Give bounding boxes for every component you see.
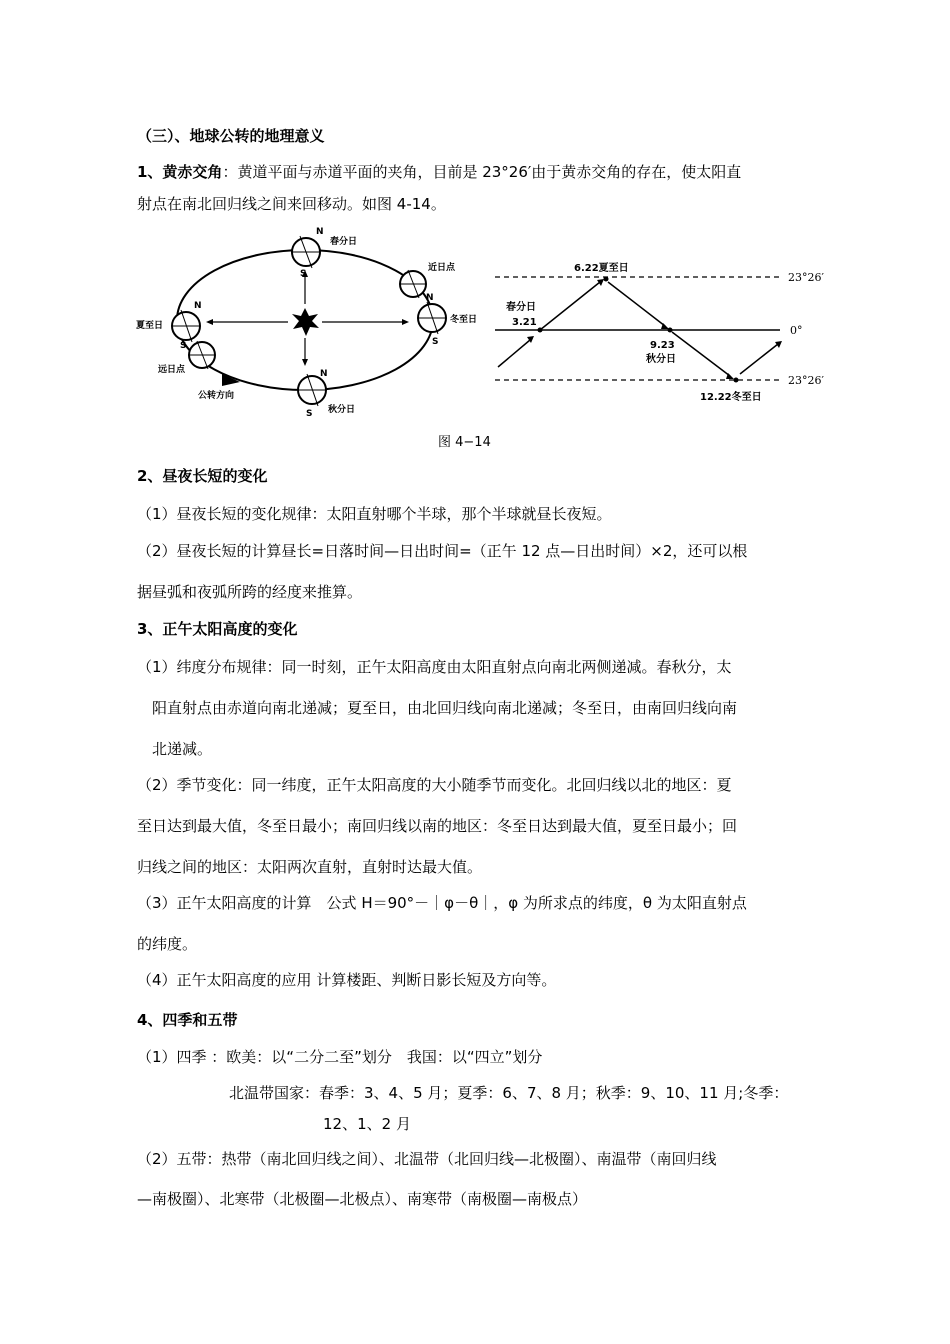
label-perihelion: 近日点 bbox=[428, 263, 456, 273]
label-r-autumn: 秋分日 bbox=[646, 354, 676, 365]
paragraph-line: 归线之间的地区：太阳两次直射，直射时达最大值。 bbox=[137, 858, 483, 876]
label-lat-0: 0° bbox=[790, 324, 803, 337]
svg-text:N: N bbox=[320, 369, 328, 379]
section-heading: （三）、地球公转的地理意义 bbox=[137, 127, 325, 145]
label-r-autumn-date: 9.23 bbox=[650, 340, 675, 351]
earth-spring-icon bbox=[292, 236, 320, 268]
paragraph-line: 射点在南北回归线之间来回移动。如图 4-14。 bbox=[137, 195, 446, 213]
svg-text:N: N bbox=[194, 301, 202, 311]
paragraph-line bbox=[137, 162, 741, 182]
paragraph-line: 12、1、2 月 bbox=[323, 1115, 411, 1133]
paragraph-line: 至日达到最大值，冬至日最小；南回归线以南的地区：冬至日达到最大值，夏至日最小；回 bbox=[137, 817, 738, 835]
paragraph-line: 北递减。 bbox=[152, 740, 213, 758]
svg-text:S: S bbox=[306, 409, 313, 419]
paragraph-line: —南极圈）、北寒带（北极圈—北极点）、南寒带（南极圈—南极点） bbox=[137, 1190, 588, 1208]
label-aphelion: 远日点 bbox=[158, 365, 186, 375]
figure-caption: 图 4−14 bbox=[438, 435, 491, 450]
subheading: 3、正午太阳高度的变化 bbox=[137, 620, 298, 638]
paragraph-line: （1）四季 ：欧美：以“二分二至”划分 我国：以“四立”划分 bbox=[137, 1048, 543, 1066]
earth-winter-icon bbox=[418, 302, 446, 334]
orbit-diagram bbox=[130, 222, 830, 422]
label-spring: 春分日 bbox=[330, 237, 358, 247]
label-r-spring-date: 3.21 bbox=[512, 317, 537, 328]
paragraph-line: 据昼弧和夜弧所跨的经度来推算。 bbox=[137, 583, 363, 601]
paragraph-line: 阳直射点由赤道向南北递减；夏至日，由北回归线向南北递减；冬至日，由南回归线向南 bbox=[152, 699, 738, 717]
svg-text:N: N bbox=[426, 293, 434, 303]
label-autumn: 秋分日 bbox=[328, 405, 356, 415]
earth-summer-icon bbox=[172, 310, 200, 342]
figure-4-14 bbox=[130, 222, 830, 422]
earth-aphelion-icon bbox=[189, 341, 215, 369]
label-r-spring: 春分日 bbox=[506, 302, 536, 313]
label-direction: 公转方向 bbox=[198, 391, 235, 401]
subheading: 4、四季和五带 bbox=[137, 1011, 238, 1029]
label-winter: 冬至日 bbox=[450, 315, 478, 325]
svg-text:N: N bbox=[316, 227, 324, 237]
label-lat-n: 23°26′ bbox=[788, 271, 824, 284]
svg-text:S: S bbox=[300, 269, 307, 279]
paragraph-line: 北温带国家：春季：3、4、5 月；夏季：6、7、8 月；秋季：9、10、11 月;冬季： bbox=[229, 1084, 789, 1102]
paragraph-line: （1）昼夜长短的变化规律：太阳直射哪个半球，那个半球就昼长夜短。 bbox=[137, 505, 612, 523]
label-r-summer: 6.22夏至日 bbox=[574, 263, 629, 274]
paragraph-line: （3）正午太阳高度的计算 公式 H＝90°－｜φ－θ｜，φ 为所求点的纬度，θ 为太阳直射点 bbox=[137, 894, 747, 912]
paragraph-line: （4）正午太阳高度的应用 计算楼距、判断日影长短及方向等。 bbox=[137, 971, 557, 989]
paragraph-text: ：黄道平面与赤道平面的夹角，目前是 23°26′由于黄赤交角的存在，使太阳直 bbox=[222, 163, 742, 181]
paragraph-line: （2）季节变化：同一纬度，正午太阳高度的大小随季节而变化。北回归线以北的地区：夏 bbox=[137, 776, 732, 794]
svg-text:S: S bbox=[180, 341, 187, 351]
subheading: 2、昼夜长短的变化 bbox=[137, 467, 268, 485]
earth-perihelion-icon bbox=[400, 270, 426, 298]
label-r-winter: 12.22冬至日 bbox=[700, 392, 762, 403]
label-lat-s: 23°26′ bbox=[788, 374, 824, 387]
subheading: 1、黄赤交角 bbox=[137, 163, 223, 181]
paragraph-line: （1）纬度分布规律：同一时刻，正午太阳高度由太阳直射点向南北两侧递减。春秋分，太 bbox=[137, 658, 732, 676]
paragraph-line: 的纬度。 bbox=[137, 935, 198, 953]
sun-icon bbox=[292, 308, 319, 336]
svg-text:S: S bbox=[432, 337, 439, 347]
paragraph-line: （2）五带：热带（南北回归线之间）、北温带（北回归线—北极圈）、南温带（南回归线 bbox=[137, 1150, 717, 1168]
paragraph-line: （2）昼夜长短的计算昼长=日落时间—日出时间=（正午 12 点—日出时间）×2，还可以根 bbox=[137, 542, 748, 560]
label-summer: 夏至日 bbox=[136, 321, 164, 331]
